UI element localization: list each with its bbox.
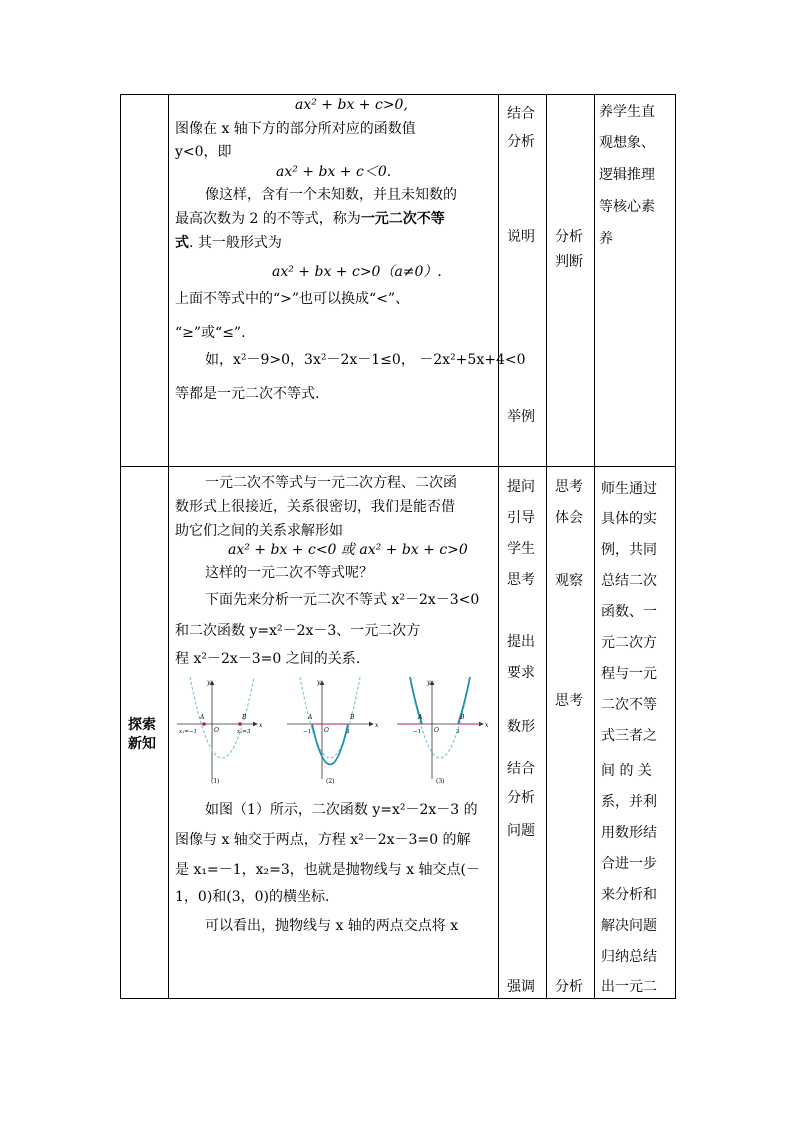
figure-3 — [397, 677, 489, 785]
design-intent: 函数、一 — [601, 604, 657, 620]
design-intent: 等核心素 — [599, 199, 655, 215]
column-divider — [498, 95, 499, 998]
student-activity: 观察 — [555, 573, 583, 589]
teacher-activity: 提问 — [507, 479, 535, 495]
text-line: 这样的一元二次不等式呢？ — [205, 565, 373, 581]
figure-caption: (3) — [436, 778, 445, 785]
root-left-label: −1 — [413, 729, 422, 735]
root-left-label: x₁=−1 — [179, 729, 198, 735]
design-intent: 出一元二 — [601, 979, 657, 995]
text-line: 是 x₁=－1，x₂=3，也就是抛物线与 x 轴交点(－ — [175, 862, 480, 878]
teacher-activity: 学生 — [507, 541, 535, 557]
x-axis-label: x — [259, 722, 263, 729]
text-line: 如图（1）所示，二次函数 y=x²－2x－3 的 — [205, 802, 478, 818]
text-line: 助它们之间的关系求解形如 — [175, 523, 343, 539]
student-activity: 思考 — [555, 693, 583, 709]
text-line: 和二次函数 y=x²－2x－3、一元二次方 — [175, 623, 421, 639]
column-divider — [546, 95, 547, 998]
design-intent: 用数形结 — [601, 825, 657, 841]
design-intent: 元二次方 — [601, 635, 657, 651]
figure-caption: (2) — [326, 778, 335, 785]
text-line: 1，0)和(3，0)的横坐标. — [175, 889, 330, 905]
design-intent: 养 — [599, 231, 613, 247]
definition-term: 一元二次不等 — [360, 211, 445, 227]
row-divider — [121, 466, 675, 467]
teacher-activity: 数形 — [507, 719, 535, 735]
section-label: 新知 — [128, 736, 156, 752]
student-activity: 分析 — [555, 229, 583, 245]
origin-label: O — [214, 727, 219, 734]
teacher-activity: 分析 — [507, 790, 535, 806]
figure-1 — [177, 677, 263, 785]
parabola-below-axis — [312, 724, 348, 765]
design-intent: 程与一元 — [601, 666, 657, 682]
text-line: 式. 其一般形式为 — [175, 235, 282, 251]
point-a-label: A — [418, 714, 423, 721]
design-intent: 总结二次 — [601, 573, 657, 589]
design-intent: 间 的 关 — [601, 763, 652, 779]
text-line: 一元二次不等式与一元二次方程、二次函 — [205, 475, 457, 491]
teacher-activity: 引导 — [507, 510, 535, 526]
teacher-activity: 要求 — [507, 665, 535, 681]
origin-label: O — [324, 727, 329, 734]
figure-caption: (1) — [211, 778, 220, 785]
text-line: 像这样，含有一个未知数，并且未知数的 — [205, 187, 457, 203]
text-line: 图像在 x 轴下方的部分所对应的函数值 — [175, 121, 416, 137]
text-line: 数形式上很接近，关系很密切，我们是能否借 — [175, 499, 455, 515]
text-line: “≥”或“≤”. — [175, 325, 246, 341]
point-a-label: A — [308, 714, 313, 721]
point-b-label: B — [460, 714, 465, 721]
teacher-activity: 思考 — [507, 572, 535, 588]
column-divider — [168, 95, 169, 998]
y-axis-label: y — [207, 679, 211, 686]
figure-2 — [287, 677, 379, 785]
student-activity: 思考 — [555, 479, 583, 495]
formula-3: ax² + bx + c<0 或 ax² + bx + c>0 — [228, 542, 468, 558]
section-label: 探索 — [128, 717, 156, 733]
design-intent: 师生通过 — [601, 481, 657, 497]
design-intent: 解决问题 — [601, 918, 657, 934]
x-axis-label: x — [485, 722, 489, 729]
general-form: ax² + bx + c>0（a≠0）. — [272, 264, 442, 280]
text-line: 等都是一元二次不等式. — [175, 386, 320, 402]
examples-line: 如，x²－9>0，3x²－2x－1≤0， －2x²+5x+4<0 — [205, 352, 526, 368]
design-intent: 二次不等 — [601, 697, 657, 713]
student-activity: 体会 — [555, 510, 583, 526]
text-line: 图像与 x 轴交于两点，方程 x²－2x－3=0 的解 — [175, 832, 471, 848]
root-right-label: 3 — [456, 729, 460, 735]
design-intent: 式三者之 — [601, 728, 657, 744]
teacher-activity: 分析 — [507, 134, 535, 150]
teacher-activity: 结合 — [507, 106, 535, 122]
teacher-activity: 提出 — [507, 634, 535, 650]
text-line: 可以看出，抛物线与 x 轴的两点交点将 x — [205, 918, 459, 934]
point-a-label: A — [200, 714, 205, 721]
design-intent: 系，并利 — [601, 794, 657, 810]
x-axis-label: x — [375, 722, 379, 729]
teacher-activity: 说明 — [507, 229, 535, 245]
teacher-activity: 强调 — [507, 979, 535, 995]
point-b-label: B — [242, 714, 247, 721]
design-intent: 观想象、 — [599, 135, 655, 151]
design-intent: 来分析和 — [601, 887, 657, 903]
root-left-label: −1 — [303, 729, 312, 735]
design-intent: 归纳总结 — [601, 949, 657, 965]
teacher-activity: 举例 — [507, 409, 535, 425]
text-line: 上面不等式中的“>”也可以换成“<”、 — [175, 291, 410, 307]
root-right-label: x₂=3 — [237, 729, 251, 735]
student-activity: 分析 — [555, 979, 583, 995]
formula-2: ax² + bx + c＜0. — [276, 164, 392, 180]
student-activity: 判断 — [555, 254, 583, 270]
teacher-activity: 结合 — [507, 761, 535, 777]
text-line: y<0，即 — [175, 144, 232, 160]
text-line: 程 x²－2x－3=0 之间的关系. — [175, 651, 361, 667]
root-right-label: 3 — [346, 729, 350, 735]
text-line: 最高次数为 2 的不等式，称为一元二次不等 — [175, 211, 445, 227]
design-intent: 例，共同 — [601, 542, 657, 558]
y-axis-label: y — [317, 679, 321, 686]
design-intent: 具体的实 — [601, 511, 657, 527]
design-intent: 合进一步 — [601, 856, 657, 872]
origin-label: O — [434, 727, 439, 734]
parabola-figures — [175, 677, 495, 787]
design-intent: 逻辑推理 — [599, 167, 655, 183]
text-line: 下面先来分析一元二次不等式 x²－2x－3<0 — [205, 592, 480, 608]
teacher-activity: 问题 — [507, 823, 535, 839]
column-divider — [594, 95, 595, 998]
design-intent: 养学生直 — [599, 104, 655, 120]
point-b-label: B — [350, 714, 355, 721]
formula-1: ax² + bx + c>0, — [295, 97, 408, 113]
y-axis-label: y — [427, 679, 431, 686]
